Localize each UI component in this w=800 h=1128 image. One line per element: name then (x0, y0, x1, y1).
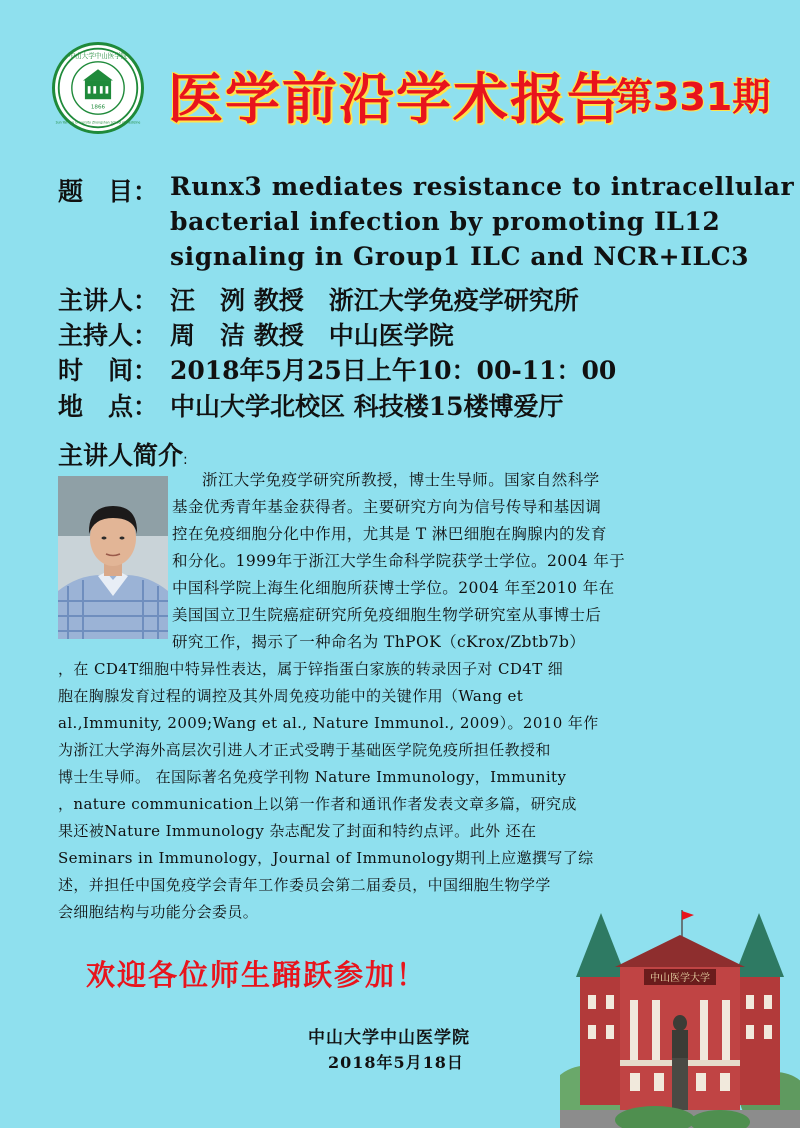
bio-line-10: al.,Immunity, 2009;Wang et al., Nature Immunol., 2009）。2010 年作 (58, 714, 599, 732)
bio-line-6: 美国国立卫生院癌症研究所免疫细胞生物学研究室从事博士后 (172, 606, 602, 624)
bio-line-14: 果还被Nature Immunology 杂志配发了封面和特约点评。此外 还在 (58, 822, 537, 840)
speaker-value: 汪 洌 教授 浙江大学免疫学研究所 (170, 286, 579, 315)
time-row (58, 351, 616, 387)
topic-line-3: signaling in Group1 ILC and NCR+ILC3 (170, 242, 750, 271)
bio-line-7: 研究工作，揭示了一种命名为 ThPOK（cKrox/Zbtb7b） (172, 633, 586, 651)
logo-text-bottom: Sun Yat-sen University Zhongshan School of Medicine (55, 120, 141, 125)
topic-line-2: bacterial infection by promoting IL12 (170, 207, 721, 236)
bio-line-15: Seminars in Immunology，Journal of Immunology期刊上应邀撰写了综 (58, 849, 594, 867)
bio-line-17: 会细胞结构与功能分会委员。 (58, 903, 259, 921)
topic-line-1: Runx3 mediates resistance to intracellular (170, 172, 795, 201)
bio-line-12: 博士生导师。 在国际著名免疫学刊物 Nature Immunology，Immunity (58, 768, 567, 786)
host-label: 主持人： (58, 321, 159, 350)
speaker-label: 主讲人： (58, 286, 159, 315)
host-row (58, 316, 454, 352)
bio-line-16: 述，并担任中国免疫学会青年工作委员会第二届委员，中国细胞生物学学 (58, 876, 551, 894)
bio-line-5: 中国科学院上海生化细胞所获博士学位。2004 年至2010 年在 (172, 579, 615, 597)
topic-row (58, 172, 170, 208)
logo-year: 1866 (90, 104, 106, 111)
intro-heading (58, 436, 188, 472)
poster-title: 医学前沿学术报告 (168, 67, 625, 131)
bio-line-8: ，在 CD4T细胞中特异性表达，属于锌指蛋白家族的转录因子对 CD4T 细 (58, 660, 564, 678)
place-value: 中山大学北校区 科技楼15楼博爱厅 (170, 392, 564, 421)
speaker-row (58, 281, 579, 317)
topic-label: 题 目： (58, 177, 159, 206)
bio-line-1: 浙江大学免疫学研究所教授，博士生导师。国家自然科学 (202, 471, 600, 489)
welcome-message: 欢迎各位师生踊跃参加！ (86, 958, 428, 992)
bio-line-3: 控在免疫细胞分化中作用，尤其是 T 淋巴细胞在胸腺内的发育 (172, 525, 607, 543)
bio-line-9: 胞在胸腺发育过程的调控及其外周免疫功能中的关键作用（Wang et (58, 687, 524, 705)
intro-heading-colon: : (183, 452, 188, 468)
time-label: 时 间： (58, 356, 159, 385)
bio-line-11: 为浙江大学海外高层次引进人才正式受聘于基础医学院免疫所担任教授和 (58, 741, 551, 759)
time-value: 2018年5月25日上午10：00-11：00 (170, 356, 617, 385)
bio-line-2: 基金优秀青年基金获得者。主要研究方向为信号传导和基因调 (172, 498, 602, 516)
bio-line-4: 和分化。1999年于浙江大学生命科学院获学士学位。2004 年于 (172, 552, 626, 570)
building-illustration (560, 905, 800, 1128)
organizer: 中山大学中山医学院 (308, 1028, 470, 1048)
university-logo (52, 42, 144, 134)
host-value: 周 洁 教授 中山医学院 (170, 321, 454, 350)
speaker-photo (58, 476, 168, 639)
building-sign: 中山医学大学 (650, 973, 710, 984)
issue-date: 2018年5月18日 (328, 1053, 464, 1072)
bio-line-13: ，nature communication上以第一作者和通讯作者发表文章多篇，研究成 (58, 795, 577, 813)
intro-heading-text: 主讲人简介 (58, 441, 184, 470)
issue-number: 第331期 (615, 75, 771, 119)
place-label: 地 点： (58, 392, 159, 421)
place-row (58, 387, 564, 423)
logo-text-top: 中山大学中山医学院 (68, 52, 128, 61)
